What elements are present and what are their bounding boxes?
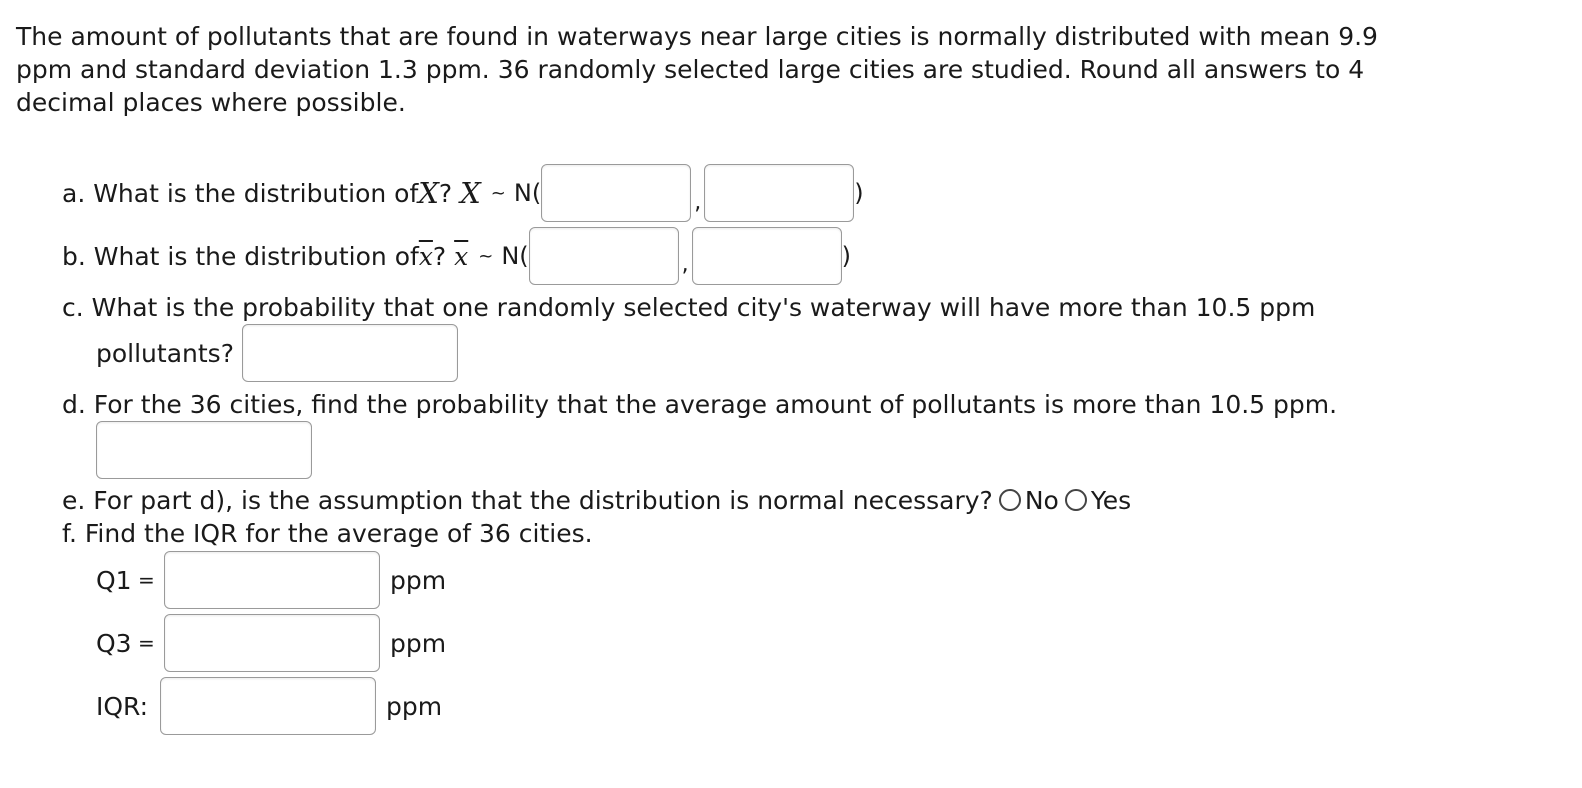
var-x-repeat: X <box>460 176 481 210</box>
tilde-symbol: ~ <box>490 182 506 204</box>
iqr-row <box>96 677 442 735</box>
comma: , <box>681 252 689 277</box>
q3-unit: ppm <box>390 628 447 658</box>
prob-average-input[interactable] <box>96 421 312 479</box>
q3-row <box>96 614 446 672</box>
iqr-label: IQR: <box>96 691 149 721</box>
radio-no-label[interactable]: No <box>1024 485 1059 515</box>
dist-xbar-sd-input[interactable] <box>692 227 842 285</box>
question-e <box>62 484 1131 516</box>
question-d-text: d. For the 36 cities, find the probability that the average amount of pollutants is more than 10.5 ppm. <box>62 389 1338 419</box>
question-a <box>62 163 864 223</box>
question-b-mark: ? <box>432 241 455 271</box>
question-c-line2 <box>96 324 458 382</box>
question-a-text: a. What is the distribution of <box>62 178 419 208</box>
question-a-mark: ? <box>438 178 461 208</box>
var-xbar-repeat: $\overline{x}$ <box>454 241 469 271</box>
question-b-text: b. What is the distribution of <box>62 241 419 271</box>
equals-sign: = <box>138 631 155 655</box>
equals-sign: = <box>138 568 155 592</box>
iqr-unit: ppm <box>386 691 443 721</box>
q3-input[interactable] <box>164 614 380 672</box>
normal-close: ) <box>854 179 864 207</box>
dist-xbar-mean-input[interactable] <box>529 227 679 285</box>
normal-open: N( <box>501 242 529 270</box>
dist-x-sd-input[interactable] <box>704 164 854 222</box>
normal-open: N( <box>513 179 542 207</box>
comma: , <box>694 190 702 215</box>
q1-row <box>96 551 446 609</box>
question-c-line1: c. What is the probability that one randomly selected city's waterway will have more than 10.5 ppm <box>62 292 1316 322</box>
problem-statement: The amount of pollutants that are found in waterways near large cities is normally distributed with mean 9.9 ppm and standard deviation 1.3 ppm. 36 randomly selected large cities are studied. Round all answers to 4 decimal places where possible. <box>16 22 1378 117</box>
iqr-input[interactable] <box>160 677 376 735</box>
q1-input[interactable] <box>164 551 380 609</box>
dist-x-mean-input[interactable] <box>541 164 691 222</box>
var-x: X <box>418 176 439 210</box>
question-c-text: pollutants? <box>96 338 234 368</box>
radio-yes-label[interactable]: Yes <box>1090 485 1132 515</box>
var-xbar: $\overline{x}$ <box>418 241 433 271</box>
q1-label: Q1 <box>96 565 132 595</box>
question-e-text: e. For part d), is the assumption that the distribution is normal necessary? <box>62 485 993 515</box>
q3-label: Q3 <box>96 628 132 658</box>
radio-no[interactable] <box>999 489 1021 511</box>
question-b <box>62 227 851 285</box>
radio-yes[interactable] <box>1065 489 1087 511</box>
tilde-symbol: ~ <box>478 245 494 267</box>
q1-unit: ppm <box>390 565 447 595</box>
prob-single-city-input[interactable] <box>242 324 458 382</box>
question-f-text: f. Find the IQR for the average of 36 cities. <box>62 518 593 548</box>
normal-close: ) <box>841 242 852 270</box>
